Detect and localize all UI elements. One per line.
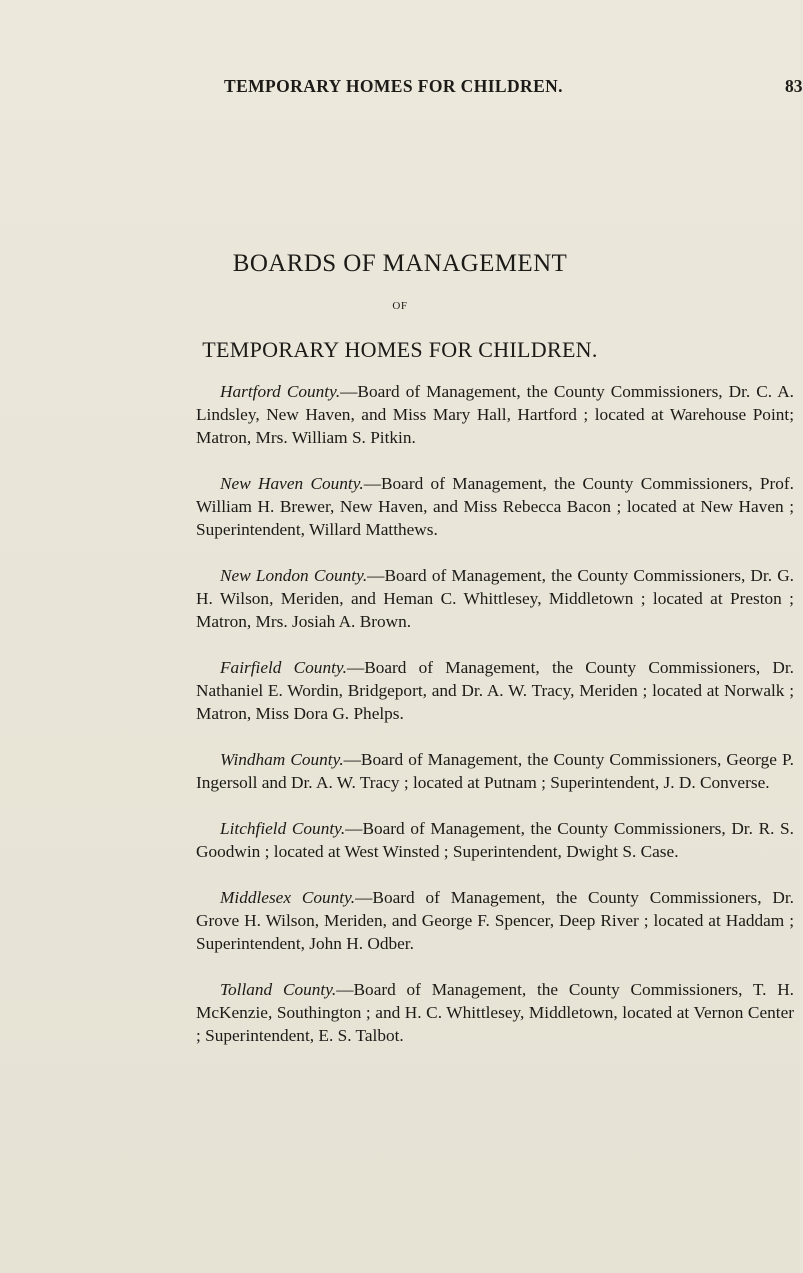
running-header [0,76,803,106]
county-name: Litchfield County. [220,819,346,838]
county-entries [196,380,794,1070]
county-entry-windham [196,748,794,794]
county-entry-tolland [196,978,794,1047]
county-name: Fairfield County. [220,658,347,677]
county-name: New Haven County. [220,474,364,493]
entry-text: —Board of Management, the County Commissioners, Dr. R. S. Goodwin ; located at West Winsted ; Superintendent, Dwight S. Case. [196,819,794,861]
county-name: Windham County. [220,750,344,769]
county-entry-new-london [196,564,794,633]
running-title: TEMPORARY HOMES FOR CHILDREN. [224,76,563,96]
county-entry-fairfield [196,656,794,725]
entry-text: —Board of Management, the County Commissioners, Dr. G. H. Wilson, Meriden, and Heman C. Whittlesey, Middletown ; located at Preston ; Matron, Mrs. Josiah A. Brown. [196,566,794,631]
county-entry-litchfield [196,817,794,863]
county-name: Tolland County. [220,980,337,999]
entry-text: —Board of Management, the County Commissioners, Prof. William H. Brewer, New Haven, and Miss Rebecca Bacon ; located at New Haven ; Superintendent, Willard Matthews. [196,474,794,539]
county-entry-hartford [196,380,794,449]
entry-text: —Board of Management, the County Commissioners, Dr. C. A. Lindsley, New Haven, and Miss Mary Hall, Hartford ; located at Warehouse Point; Matron, Mrs. William S. Pitkin. [196,382,795,447]
county-entry-middlesex [196,886,794,955]
county-name: Middlesex County. [220,888,356,907]
entry-text: —Board of Management, the County Commissioners, Dr. Grove H. Wilson, Meriden, and George F. Spencer, Deep River ; located at Haddam ; Superintendent, John H. Odber. [196,888,795,953]
county-name: Hartford County. [220,382,341,401]
entry-text: —Board of Management, the County Commissioners, George P. Ingersoll and Dr. A. W. Tracy ; located at Putnam ; Superintendent, J. D. Converse. [196,750,794,792]
entry-text: —Board of Management, the County Commissioners, T. H. McKenzie, Southington ; and H. C. Whittlesey, Middletown, located at Vernon Center ; Superintendent, E. S. Talbot. [196,980,795,1045]
entry-text: —Board of Management, the County Commissioners, Dr. Nathaniel E. Wordin, Bridgeport, and Dr. A. W. Tracy, Meriden ; located at Norwalk ; Matron, Miss Dora G. Phelps. [196,658,794,723]
subtitle: TEMPORARY HOMES FOR CHILDREN. [202,337,598,362]
title-connector: OF [392,300,408,312]
county-entry-new-haven [196,472,794,541]
main-title: BOARDS OF MANAGEMENT [232,250,568,277]
page-number: 83 [785,76,803,96]
county-name: New London County. [220,566,368,585]
